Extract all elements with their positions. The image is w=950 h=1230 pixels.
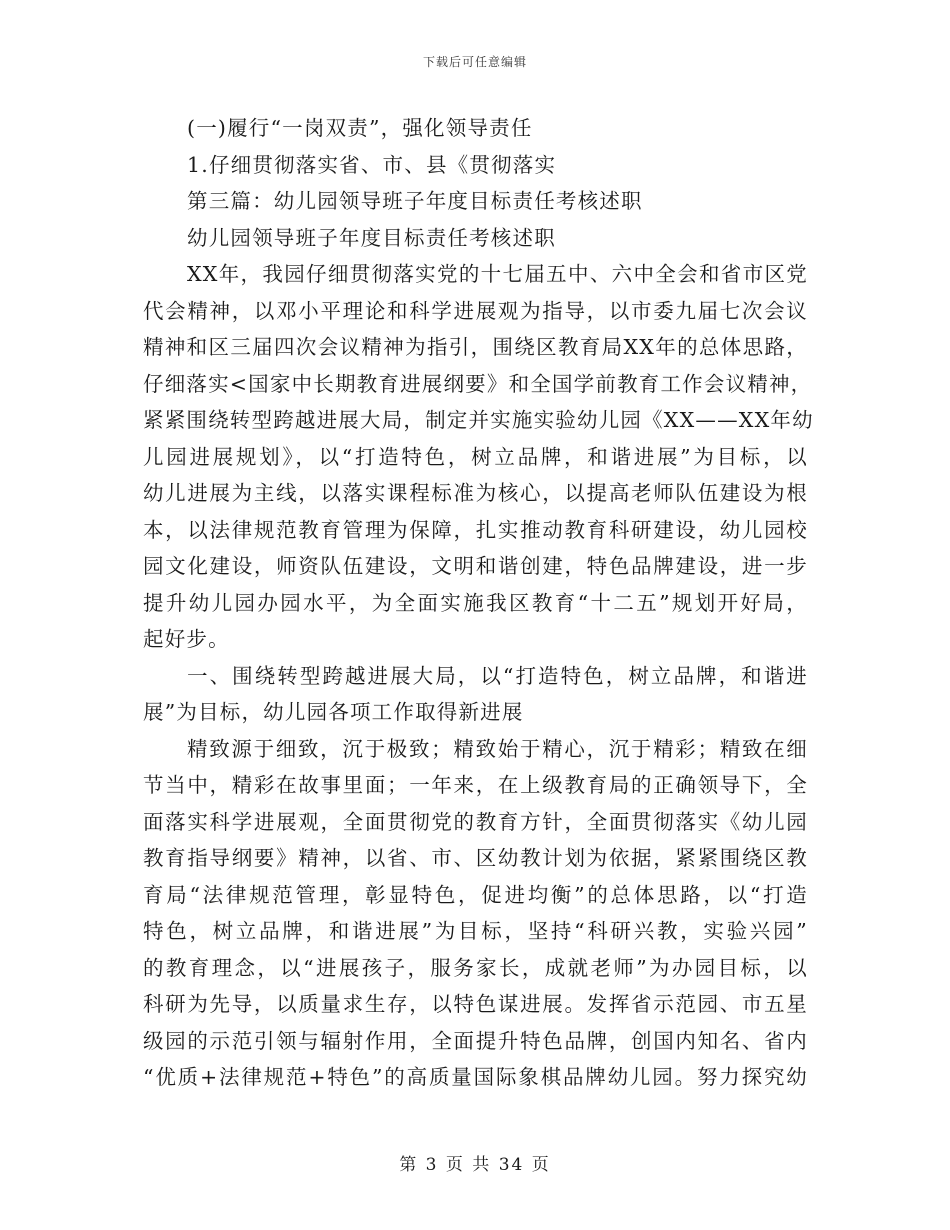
text-line: 级园的示范引领与辐射作用，全面提升特色品牌，创国内知名、省内: [143, 1028, 808, 1053]
text-line: 紧紧围绕转型跨越进展大局，制定并实施实验幼儿园《XX——XX年幼: [143, 408, 814, 432]
text-line: “优质+法律规范+特色”的高质量国际象棋品牌幼儿园。努力探究幼: [143, 1065, 808, 1089]
text-line: 幼儿园领导班子年度目标责任考核述职: [187, 225, 556, 250]
text-line: 精致源于细致，沉于极致；精致始于精心，沉于精彩；精致在细: [187, 736, 808, 761]
text-line: XX年，我园仔细贯彻落实党的十七届五中、六中全会和省市区党: [187, 262, 808, 286]
text-line: 教育指导纲要》精神，以省、市、区幼教计划为依据，紧紧围绕区教: [143, 846, 808, 870]
page-number-footer: 第 3 页 共 34 页: [399, 1155, 551, 1175]
text-line: 第三篇：幼儿园领导班子年度目标责任考核述职: [187, 189, 643, 213]
text-line: 园文化建设，师资队伍建设，文明和谐创建，特色品牌建设，进一步: [143, 554, 808, 578]
text-line: 本，以法律规范教育管理为保障，扎实推动教育科研建设，幼儿园校: [143, 517, 808, 542]
text-line: 幼儿进展为主线，以落实课程标准为核心，以提高老师队伍建设为根: [143, 481, 808, 505]
text-line: (一)履行“一岗双责”，强化领导责任: [187, 116, 533, 140]
page-header-note: 下载后可任意编辑: [422, 55, 527, 69]
text-line: 面落实科学进展观，全面贯彻党的教育方针，全面贯彻落实《幼儿园: [143, 809, 808, 834]
text-line: 代会精神，以邓小平理论和科学进展观为指导，以市委九届七次会议: [143, 298, 808, 323]
text-line: 科研为先导，以质量求生存，以特色谋进展。发挥省示范园、市五星: [143, 992, 808, 1016]
text-line: 起好步。: [143, 627, 230, 651]
text-line: 的教育理念，以“进展孩子，服务家长，成就老师”为办园目标，以: [143, 955, 808, 980]
text-line: 精神和区三届四次会议精神为指引，围绕区教育局XX年的总体思路，: [143, 335, 808, 359]
text-line: 特色，树立品牌，和谐进展”为目标，坚持“科研兴教，实验兴园”: [143, 919, 808, 943]
text-line: 育局“法律规范管理，彰显特色，促进均衡”的总体思路，以“打造: [143, 882, 808, 907]
text-line: 展”为目标，幼儿园各项工作取得新进展: [143, 700, 524, 724]
document-body: [143, 110, 814, 1096]
text-line: 一、围绕转型跨越进展大局，以“打造特色，树立品牌，和谐进: [187, 663, 808, 688]
text-line: 节当中，精彩在故事里面；一年来，在上级教育局的正确领导下，全: [143, 773, 808, 797]
text-line: 仔细落实<国家中长期教育进展纲要》和全国学前教育工作会议精神，: [143, 371, 813, 396]
text-line: 儿园进展规划》，以“打造特色，树立品牌，和谐进展”为目标，以: [143, 444, 808, 469]
text-line: 1.仔细贯彻落实省、市、县《贯彻落实: [187, 152, 557, 177]
text-line: 提升幼儿园办园水平，为全面实施我区教育“十二五”规划开好局，: [143, 590, 808, 615]
